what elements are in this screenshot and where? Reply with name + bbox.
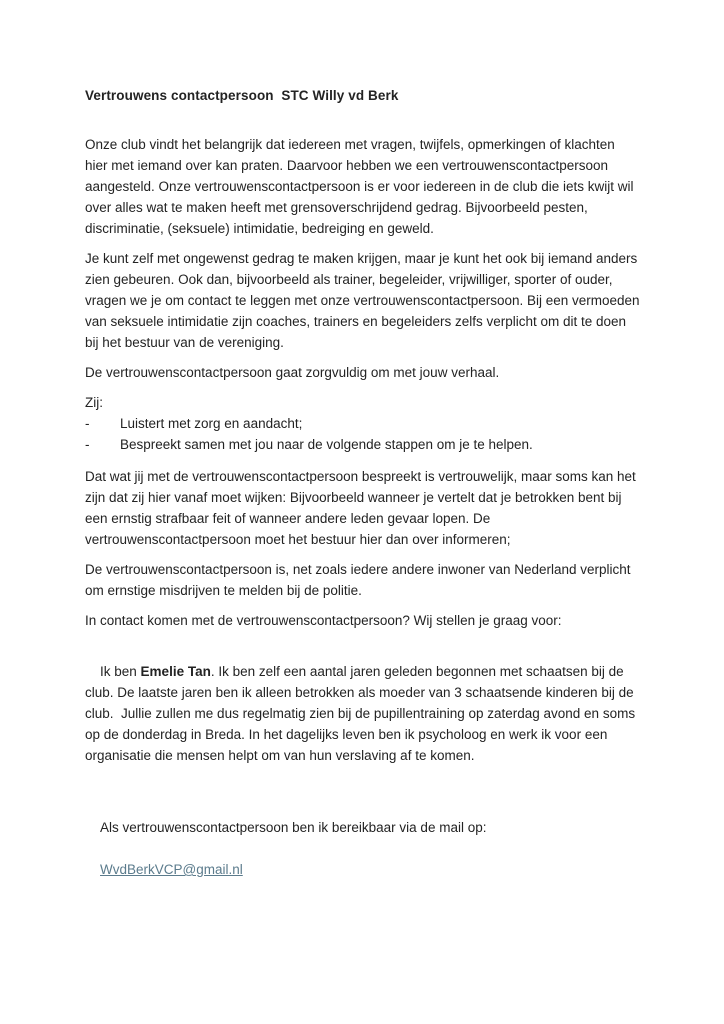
- zij-list: [85, 392, 640, 455]
- list-heading: Zij:: [85, 395, 103, 410]
- list-bullet-dash: -: [85, 416, 90, 431]
- list-item: [85, 413, 640, 434]
- paragraph-ongewenst-gedrag: Je kunt zelf met ongewenst gedrag te maken krijgen, maar je kunt het ook bij iemand anders zien gebeuren. Ook dan, bijvoorbeeld als trainer, begeleider, vrijwilliger, sporter of ouder, vragen we je om contact te leggen met onze vertrouwenscontactpersoon. Bij een vermoeden van seksuele intimidatie zijn coaches, trainers en begeleiders zelfs verplicht om dit te doen bij het bestuur van de vereniging.: [85, 251, 644, 350]
- paragraph-contact-vraag: In contact komen met de vertrouwenscontactpersoon? Wij stellen je graag voor:: [85, 613, 562, 628]
- list-item-text: Luistert met zorg en aandacht;: [120, 416, 303, 431]
- list-bullet-dash: -: [85, 437, 90, 452]
- paragraph-politie: De vertrouwenscontactpersoon is, net zoals iedere andere inwoner van Nederland verplicht om ernstige misdrijven te melden bij de politie.: [85, 562, 635, 598]
- bereikbaar-text: Als vertrouwenscontactpersoon ben ik bereikbaar via de mail op:: [100, 820, 487, 835]
- paragraph-voorstellen: [85, 640, 640, 787]
- voorstellen-suffix: . Ik ben zelf een aantal jaren geleden begonnen met schaatsen bij de club. De laatste jaren ben ik alleen betrokken als moeder van 3 schaatsende kinderen bij de club. Jullie zullen me dus regelmatig zien bij de pupillentraining op zaterdag avond en soms op de donderdag in Breda. In het dagelijks leven ben ik psycholoog en werk ik voor een organisatie die mensen helpt om van hun verslaving af te komen.: [85, 664, 639, 763]
- paragraph-bereikbaar: [85, 796, 640, 901]
- paragraph-intro: Onze club vindt het belangrijk dat iedereen met vragen, twijfels, opmerkingen of klachten hier met iemand over kan praten. Daarvoor hebben we een vertrouwenscontactpersoon aangesteld. Onze vertrouwenscontactpersoon is er voor iedereen in de club die iets kwijt wil over alles wat te maken heeft met grensoverschrijdend gedrag. Bijvoorbeeld pesten, discriminatie, (seksuele) intimidatie, bedreiging en geweld.: [85, 137, 638, 236]
- list-item: [85, 434, 640, 455]
- paragraph-vertrouwelijk: Dat wat jij met de vertrouwenscontactpersoon bespreekt is vertrouwelijk, maar soms kan het zijn dat zij hier vanaf moet wijken: Bijvoorbeeld wanneer je vertelt dat je betrokken bent bij een ernstig strafbaar feit of wanneer andere leden gevaar lopen. De vertrouwenscontactpersoon moet het bestuur hier dan over informeren;: [85, 469, 640, 547]
- contactpersoon-name: Emelie Tan: [140, 664, 211, 679]
- paragraph-zorgvuldig: De vertrouwenscontactpersoon gaat zorgvuldig om met jouw verhaal.: [85, 365, 500, 380]
- list-item-text: Bespreekt samen met jou naar de volgende stappen om je te helpen.: [120, 437, 533, 452]
- document-title: Vertrouwens contactpersoon STC Willy vd Berk: [85, 88, 399, 103]
- email-link[interactable]: WvdBerkVCP@gmail.nl: [100, 862, 243, 877]
- voorstellen-prefix: Ik ben: [100, 664, 141, 679]
